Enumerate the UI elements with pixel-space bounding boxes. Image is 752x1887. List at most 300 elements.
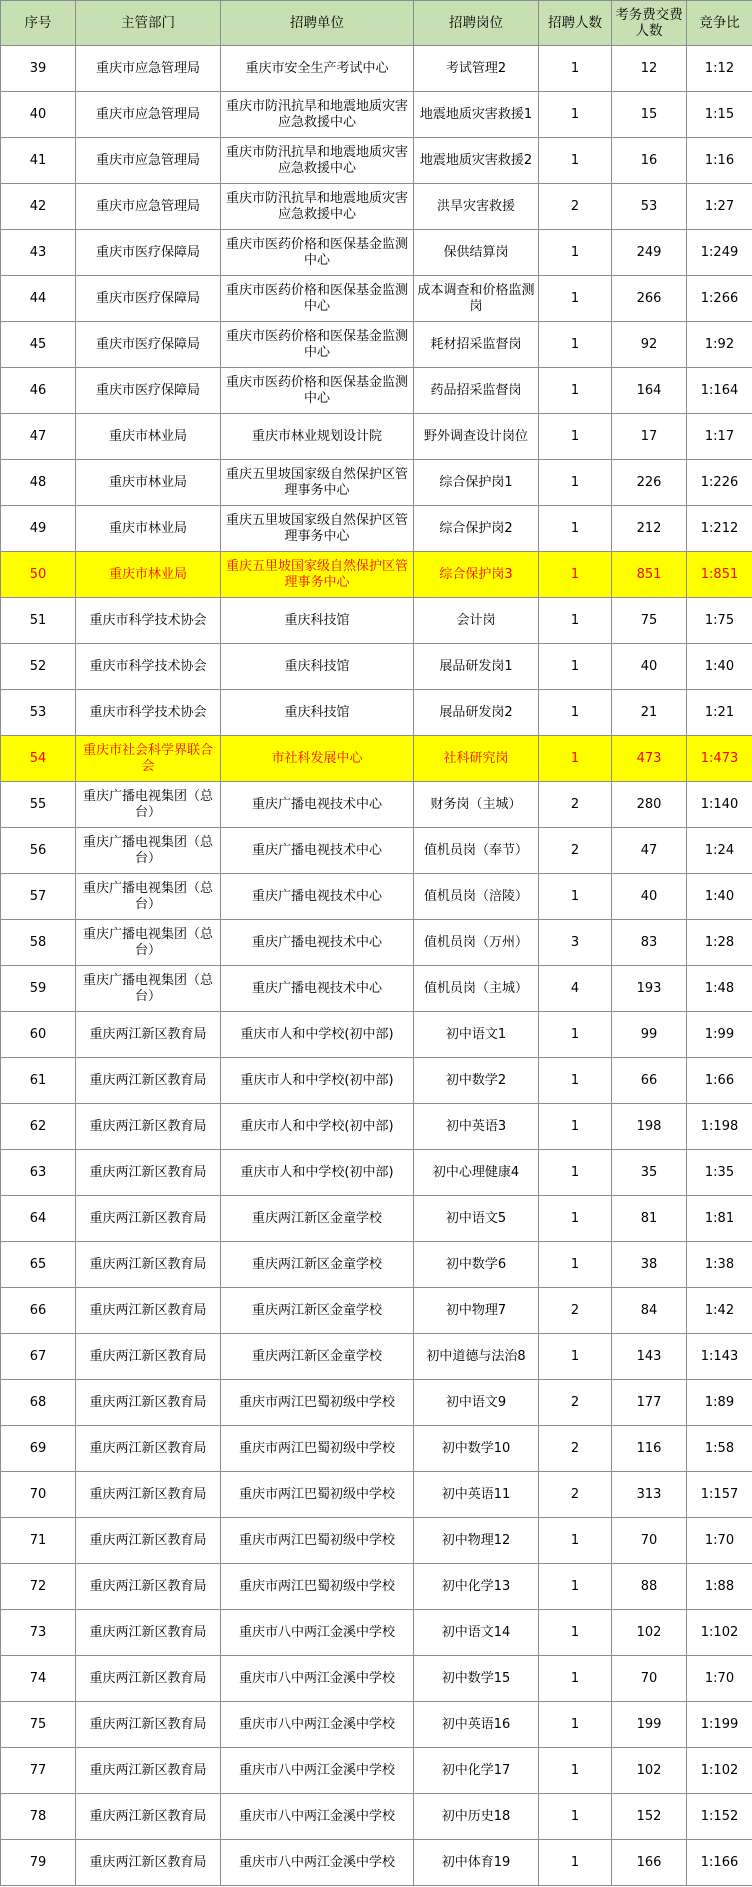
table-row xyxy=(1,1656,752,1702)
cell-post: 考试管理2 xyxy=(414,46,539,92)
cell-hire: 1 xyxy=(539,1564,612,1610)
cell-post: 展品研发岗1 xyxy=(414,644,539,690)
table-row xyxy=(1,966,752,1012)
table-row xyxy=(1,1794,752,1840)
cell-ratio: 1:99 xyxy=(687,1012,752,1058)
cell-post: 初中物理12 xyxy=(414,1518,539,1564)
cell-ratio: 1:152 xyxy=(687,1794,752,1840)
cell-paid: 102 xyxy=(612,1748,687,1794)
header-ratio: 竞争比 xyxy=(687,1,752,46)
cell-dept: 重庆两江新区教育局 xyxy=(76,1150,221,1196)
table-row xyxy=(1,322,752,368)
table-row xyxy=(1,644,752,690)
cell-post: 野外调查设计岗位 xyxy=(414,414,539,460)
cell-dept: 重庆两江新区教育局 xyxy=(76,1472,221,1518)
cell-ratio: 1:70 xyxy=(687,1656,752,1702)
cell-dept: 重庆市社会科学界联合会 xyxy=(76,736,221,782)
cell-seq: 43 xyxy=(1,230,76,276)
cell-hire: 1 xyxy=(539,138,612,184)
cell-ratio: 1:66 xyxy=(687,1058,752,1104)
cell-hire: 1 xyxy=(539,322,612,368)
cell-hire: 1 xyxy=(539,1104,612,1150)
cell-seq: 54 xyxy=(1,736,76,782)
cell-seq: 45 xyxy=(1,322,76,368)
cell-unit: 重庆两江新区金童学校 xyxy=(221,1242,414,1288)
cell-unit: 重庆市医药价格和医保基金监测中心 xyxy=(221,368,414,414)
cell-paid: 12 xyxy=(612,46,687,92)
cell-unit: 重庆市防汛抗旱和地震地质灾害应急救援中心 xyxy=(221,92,414,138)
cell-dept: 重庆市林业局 xyxy=(76,414,221,460)
table-row xyxy=(1,92,752,138)
cell-unit: 重庆科技馆 xyxy=(221,644,414,690)
cell-dept: 重庆两江新区教育局 xyxy=(76,1748,221,1794)
cell-unit: 重庆五里坡国家级自然保护区管理事务中心 xyxy=(221,506,414,552)
cell-unit: 市社科发展中心 xyxy=(221,736,414,782)
cell-seq: 49 xyxy=(1,506,76,552)
cell-seq: 61 xyxy=(1,1058,76,1104)
cell-hire: 1 xyxy=(539,506,612,552)
table-row xyxy=(1,276,752,322)
cell-seq: 44 xyxy=(1,276,76,322)
cell-post: 综合保护岗2 xyxy=(414,506,539,552)
header-paid: 考务费交费人数 xyxy=(612,1,687,46)
cell-paid: 38 xyxy=(612,1242,687,1288)
cell-post: 成本调查和价格监测岗 xyxy=(414,276,539,322)
cell-paid: 199 xyxy=(612,1702,687,1748)
cell-hire: 2 xyxy=(539,1380,612,1426)
table-row xyxy=(1,920,752,966)
cell-post: 初中数学15 xyxy=(414,1656,539,1702)
cell-unit: 重庆科技馆 xyxy=(221,690,414,736)
cell-hire: 1 xyxy=(539,1196,612,1242)
table-row xyxy=(1,782,752,828)
table-row xyxy=(1,414,752,460)
cell-post: 会计岗 xyxy=(414,598,539,644)
cell-dept: 重庆市科学技术协会 xyxy=(76,644,221,690)
cell-paid: 15 xyxy=(612,92,687,138)
cell-seq: 59 xyxy=(1,966,76,1012)
cell-post: 值机员岗（主城） xyxy=(414,966,539,1012)
cell-paid: 851 xyxy=(612,552,687,598)
cell-unit: 重庆市人和中学校(初中部) xyxy=(221,1012,414,1058)
cell-post: 初中英语11 xyxy=(414,1472,539,1518)
cell-ratio: 1:28 xyxy=(687,920,752,966)
table-row xyxy=(1,1288,752,1334)
cell-post: 值机员岗（涪陵） xyxy=(414,874,539,920)
cell-hire: 2 xyxy=(539,1426,612,1472)
cell-post: 展品研发岗2 xyxy=(414,690,539,736)
cell-unit: 重庆市安全生产考试中心 xyxy=(221,46,414,92)
cell-seq: 65 xyxy=(1,1242,76,1288)
table-row xyxy=(1,1058,752,1104)
cell-paid: 266 xyxy=(612,276,687,322)
cell-hire: 1 xyxy=(539,1242,612,1288)
table-row xyxy=(1,1610,752,1656)
cell-seq: 77 xyxy=(1,1748,76,1794)
cell-paid: 40 xyxy=(612,644,687,690)
table-row-highlighted xyxy=(1,552,752,598)
cell-paid: 53 xyxy=(612,184,687,230)
table-row xyxy=(1,1426,752,1472)
cell-dept: 重庆市科学技术协会 xyxy=(76,598,221,644)
cell-dept: 重庆两江新区教育局 xyxy=(76,1104,221,1150)
table-row-highlighted xyxy=(1,736,752,782)
cell-dept: 重庆市林业局 xyxy=(76,506,221,552)
cell-seq: 60 xyxy=(1,1012,76,1058)
cell-dept: 重庆市林业局 xyxy=(76,552,221,598)
cell-post: 保供结算岗 xyxy=(414,230,539,276)
cell-paid: 88 xyxy=(612,1564,687,1610)
cell-post: 初中化学17 xyxy=(414,1748,539,1794)
cell-unit: 重庆两江新区金童学校 xyxy=(221,1334,414,1380)
cell-dept: 重庆市林业局 xyxy=(76,460,221,506)
cell-unit: 重庆五里坡国家级自然保护区管理事务中心 xyxy=(221,460,414,506)
cell-paid: 70 xyxy=(612,1656,687,1702)
cell-ratio: 1:88 xyxy=(687,1564,752,1610)
cell-hire: 2 xyxy=(539,782,612,828)
cell-unit: 重庆市八中两江金溪中学校 xyxy=(221,1610,414,1656)
cell-ratio: 1:15 xyxy=(687,92,752,138)
cell-dept: 重庆两江新区教育局 xyxy=(76,1794,221,1840)
cell-dept: 重庆两江新区教育局 xyxy=(76,1564,221,1610)
cell-post: 初中英语16 xyxy=(414,1702,539,1748)
table-row xyxy=(1,1840,752,1886)
cell-post: 初中语文9 xyxy=(414,1380,539,1426)
cell-hire: 1 xyxy=(539,1518,612,1564)
cell-seq: 58 xyxy=(1,920,76,966)
cell-ratio: 1:27 xyxy=(687,184,752,230)
table-row xyxy=(1,1380,752,1426)
cell-unit: 重庆市两江巴蜀初级中学校 xyxy=(221,1472,414,1518)
cell-paid: 212 xyxy=(612,506,687,552)
cell-seq: 56 xyxy=(1,828,76,874)
cell-paid: 75 xyxy=(612,598,687,644)
cell-hire: 1 xyxy=(539,690,612,736)
cell-seq: 40 xyxy=(1,92,76,138)
cell-unit: 重庆市八中两江金溪中学校 xyxy=(221,1794,414,1840)
cell-hire: 1 xyxy=(539,1058,612,1104)
cell-dept: 重庆两江新区教育局 xyxy=(76,1058,221,1104)
cell-dept: 重庆两江新区教育局 xyxy=(76,1702,221,1748)
cell-hire: 1 xyxy=(539,92,612,138)
cell-ratio: 1:198 xyxy=(687,1104,752,1150)
cell-seq: 63 xyxy=(1,1150,76,1196)
cell-unit: 重庆市防汛抗旱和地震地质灾害应急救援中心 xyxy=(221,184,414,230)
cell-post: 地震地质灾害救援1 xyxy=(414,92,539,138)
cell-paid: 84 xyxy=(612,1288,687,1334)
cell-dept: 重庆两江新区教育局 xyxy=(76,1610,221,1656)
cell-post: 社科研究岗 xyxy=(414,736,539,782)
cell-unit: 重庆市两江巴蜀初级中学校 xyxy=(221,1564,414,1610)
cell-post: 综合保护岗1 xyxy=(414,460,539,506)
cell-hire: 2 xyxy=(539,1288,612,1334)
cell-dept: 重庆两江新区教育局 xyxy=(76,1518,221,1564)
cell-ratio: 1:157 xyxy=(687,1472,752,1518)
cell-post: 初中英语3 xyxy=(414,1104,539,1150)
header-seq: 序号 xyxy=(1,1,76,46)
cell-paid: 92 xyxy=(612,322,687,368)
cell-seq: 73 xyxy=(1,1610,76,1656)
cell-unit: 重庆市八中两江金溪中学校 xyxy=(221,1702,414,1748)
cell-hire: 1 xyxy=(539,552,612,598)
cell-hire: 1 xyxy=(539,1702,612,1748)
cell-seq: 71 xyxy=(1,1518,76,1564)
table-row xyxy=(1,46,752,92)
cell-hire: 1 xyxy=(539,460,612,506)
cell-ratio: 1:102 xyxy=(687,1748,752,1794)
table-row xyxy=(1,1104,752,1150)
cell-dept: 重庆市应急管理局 xyxy=(76,92,221,138)
cell-dept: 重庆市应急管理局 xyxy=(76,138,221,184)
cell-ratio: 1:40 xyxy=(687,644,752,690)
cell-unit: 重庆五里坡国家级自然保护区管理事务中心 xyxy=(221,552,414,598)
cell-paid: 164 xyxy=(612,368,687,414)
cell-ratio: 1:89 xyxy=(687,1380,752,1426)
cell-paid: 17 xyxy=(612,414,687,460)
cell-ratio: 1:249 xyxy=(687,230,752,276)
cell-seq: 75 xyxy=(1,1702,76,1748)
cell-seq: 70 xyxy=(1,1472,76,1518)
table-row xyxy=(1,368,752,414)
table-row xyxy=(1,138,752,184)
cell-ratio: 1:164 xyxy=(687,368,752,414)
cell-dept: 重庆市医疗保障局 xyxy=(76,368,221,414)
cell-hire: 1 xyxy=(539,1150,612,1196)
table-row xyxy=(1,1564,752,1610)
cell-seq: 51 xyxy=(1,598,76,644)
cell-ratio: 1:42 xyxy=(687,1288,752,1334)
cell-hire: 1 xyxy=(539,1748,612,1794)
cell-ratio: 1:16 xyxy=(687,138,752,184)
cell-post: 耗材招采监督岗 xyxy=(414,322,539,368)
cell-paid: 47 xyxy=(612,828,687,874)
cell-unit: 重庆市人和中学校(初中部) xyxy=(221,1104,414,1150)
cell-paid: 226 xyxy=(612,460,687,506)
cell-seq: 72 xyxy=(1,1564,76,1610)
cell-unit: 重庆广播电视技术中心 xyxy=(221,966,414,1012)
cell-post: 初中体育19 xyxy=(414,1840,539,1886)
cell-paid: 99 xyxy=(612,1012,687,1058)
cell-post: 初中数学6 xyxy=(414,1242,539,1288)
cell-dept: 重庆两江新区教育局 xyxy=(76,1196,221,1242)
cell-paid: 249 xyxy=(612,230,687,276)
cell-hire: 1 xyxy=(539,1840,612,1886)
table-header xyxy=(1,1,752,46)
cell-ratio: 1:40 xyxy=(687,874,752,920)
cell-paid: 83 xyxy=(612,920,687,966)
cell-unit: 重庆科技馆 xyxy=(221,598,414,644)
cell-dept: 重庆两江新区教育局 xyxy=(76,1840,221,1886)
cell-seq: 55 xyxy=(1,782,76,828)
cell-post: 初中数学10 xyxy=(414,1426,539,1472)
cell-hire: 2 xyxy=(539,828,612,874)
cell-seq: 66 xyxy=(1,1288,76,1334)
cell-unit: 重庆市医药价格和医保基金监测中心 xyxy=(221,230,414,276)
cell-ratio: 1:199 xyxy=(687,1702,752,1748)
cell-hire: 1 xyxy=(539,644,612,690)
table-row xyxy=(1,874,752,920)
cell-paid: 152 xyxy=(612,1794,687,1840)
table-row xyxy=(1,460,752,506)
cell-post: 值机员岗（万州） xyxy=(414,920,539,966)
cell-post: 初中历史18 xyxy=(414,1794,539,1840)
cell-unit: 重庆市医药价格和医保基金监测中心 xyxy=(221,276,414,322)
cell-seq: 67 xyxy=(1,1334,76,1380)
cell-hire: 1 xyxy=(539,230,612,276)
cell-hire: 1 xyxy=(539,1794,612,1840)
table-row xyxy=(1,184,752,230)
cell-ratio: 1:140 xyxy=(687,782,752,828)
cell-ratio: 1:226 xyxy=(687,460,752,506)
cell-post: 初中物理7 xyxy=(414,1288,539,1334)
cell-seq: 69 xyxy=(1,1426,76,1472)
cell-dept: 重庆广播电视集团（总台） xyxy=(76,920,221,966)
cell-unit: 重庆市八中两江金溪中学校 xyxy=(221,1840,414,1886)
cell-hire: 2 xyxy=(539,1472,612,1518)
cell-paid: 116 xyxy=(612,1426,687,1472)
cell-unit: 重庆市两江巴蜀初级中学校 xyxy=(221,1426,414,1472)
cell-paid: 40 xyxy=(612,874,687,920)
cell-hire: 1 xyxy=(539,1610,612,1656)
cell-seq: 57 xyxy=(1,874,76,920)
cell-hire: 1 xyxy=(539,414,612,460)
table-row xyxy=(1,828,752,874)
table-row xyxy=(1,1012,752,1058)
cell-post: 值机员岗（奉节） xyxy=(414,828,539,874)
cell-post: 初中语文5 xyxy=(414,1196,539,1242)
cell-paid: 280 xyxy=(612,782,687,828)
cell-ratio: 1:143 xyxy=(687,1334,752,1380)
cell-dept: 重庆两江新区教育局 xyxy=(76,1656,221,1702)
cell-ratio: 1:48 xyxy=(687,966,752,1012)
header-post: 招聘岗位 xyxy=(414,1,539,46)
cell-seq: 68 xyxy=(1,1380,76,1426)
table-row xyxy=(1,1196,752,1242)
cell-post: 初中数学2 xyxy=(414,1058,539,1104)
table-row xyxy=(1,1334,752,1380)
cell-post: 初中心理健康4 xyxy=(414,1150,539,1196)
cell-paid: 21 xyxy=(612,690,687,736)
cell-ratio: 1:102 xyxy=(687,1610,752,1656)
cell-post: 财务岗（主城） xyxy=(414,782,539,828)
table-row xyxy=(1,1242,752,1288)
header-unit: 招聘单位 xyxy=(221,1,414,46)
cell-post: 综合保护岗3 xyxy=(414,552,539,598)
table-row xyxy=(1,230,752,276)
cell-seq: 50 xyxy=(1,552,76,598)
table-row xyxy=(1,598,752,644)
cell-paid: 166 xyxy=(612,1840,687,1886)
cell-unit: 重庆市八中两江金溪中学校 xyxy=(221,1656,414,1702)
cell-post: 初中语文14 xyxy=(414,1610,539,1656)
cell-dept: 重庆两江新区教育局 xyxy=(76,1012,221,1058)
cell-dept: 重庆市科学技术协会 xyxy=(76,690,221,736)
cell-ratio: 1:212 xyxy=(687,506,752,552)
header-hire: 招聘人数 xyxy=(539,1,612,46)
cell-dept: 重庆市医疗保障局 xyxy=(76,230,221,276)
cell-hire: 1 xyxy=(539,1334,612,1380)
cell-post: 初中语文1 xyxy=(414,1012,539,1058)
cell-post: 初中化学13 xyxy=(414,1564,539,1610)
cell-hire: 1 xyxy=(539,46,612,92)
cell-seq: 64 xyxy=(1,1196,76,1242)
cell-dept: 重庆市医疗保障局 xyxy=(76,322,221,368)
cell-post: 初中道德与法治8 xyxy=(414,1334,539,1380)
cell-hire: 1 xyxy=(539,736,612,782)
cell-hire: 1 xyxy=(539,368,612,414)
cell-hire: 1 xyxy=(539,598,612,644)
cell-dept: 重庆广播电视集团（总台） xyxy=(76,966,221,1012)
cell-ratio: 1:266 xyxy=(687,276,752,322)
cell-dept: 重庆广播电视集团（总台） xyxy=(76,874,221,920)
cell-unit: 重庆市八中两江金溪中学校 xyxy=(221,1748,414,1794)
cell-hire: 2 xyxy=(539,184,612,230)
cell-ratio: 1:21 xyxy=(687,690,752,736)
cell-paid: 198 xyxy=(612,1104,687,1150)
cell-post: 药品招采监督岗 xyxy=(414,368,539,414)
cell-ratio: 1:58 xyxy=(687,1426,752,1472)
cell-seq: 62 xyxy=(1,1104,76,1150)
cell-dept: 重庆两江新区教育局 xyxy=(76,1334,221,1380)
cell-ratio: 1:17 xyxy=(687,414,752,460)
cell-dept: 重庆市医疗保障局 xyxy=(76,276,221,322)
table-row xyxy=(1,1518,752,1564)
cell-unit: 重庆市人和中学校(初中部) xyxy=(221,1150,414,1196)
cell-dept: 重庆市应急管理局 xyxy=(76,184,221,230)
cell-post: 洪旱灾害救援 xyxy=(414,184,539,230)
cell-ratio: 1:81 xyxy=(687,1196,752,1242)
cell-unit: 重庆广播电视技术中心 xyxy=(221,828,414,874)
header-row xyxy=(1,1,752,46)
cell-paid: 177 xyxy=(612,1380,687,1426)
cell-paid: 66 xyxy=(612,1058,687,1104)
cell-ratio: 1:24 xyxy=(687,828,752,874)
table-row xyxy=(1,1748,752,1794)
cell-seq: 41 xyxy=(1,138,76,184)
cell-dept: 重庆广播电视集团（总台） xyxy=(76,828,221,874)
cell-seq: 48 xyxy=(1,460,76,506)
cell-unit: 重庆市医药价格和医保基金监测中心 xyxy=(221,322,414,368)
cell-dept: 重庆两江新区教育局 xyxy=(76,1288,221,1334)
cell-paid: 70 xyxy=(612,1518,687,1564)
cell-paid: 143 xyxy=(612,1334,687,1380)
cell-post: 地震地质灾害救援2 xyxy=(414,138,539,184)
cell-unit: 重庆市两江巴蜀初级中学校 xyxy=(221,1518,414,1564)
cell-unit: 重庆市林业规划设计院 xyxy=(221,414,414,460)
cell-unit: 重庆广播电视技术中心 xyxy=(221,920,414,966)
cell-unit: 重庆两江新区金童学校 xyxy=(221,1288,414,1334)
cell-dept: 重庆两江新区教育局 xyxy=(76,1380,221,1426)
cell-unit: 重庆广播电视技术中心 xyxy=(221,874,414,920)
cell-seq: 46 xyxy=(1,368,76,414)
cell-hire: 1 xyxy=(539,1012,612,1058)
cell-seq: 42 xyxy=(1,184,76,230)
cell-ratio: 1:38 xyxy=(687,1242,752,1288)
cell-hire: 1 xyxy=(539,1656,612,1702)
cell-unit: 重庆市两江巴蜀初级中学校 xyxy=(221,1380,414,1426)
cell-ratio: 1:166 xyxy=(687,1840,752,1886)
cell-unit: 重庆市人和中学校(初中部) xyxy=(221,1058,414,1104)
cell-ratio: 1:851 xyxy=(687,552,752,598)
cell-seq: 74 xyxy=(1,1656,76,1702)
cell-seq: 79 xyxy=(1,1840,76,1886)
cell-paid: 473 xyxy=(612,736,687,782)
cell-unit: 重庆两江新区金童学校 xyxy=(221,1196,414,1242)
header-dept: 主管部门 xyxy=(76,1,221,46)
cell-hire: 1 xyxy=(539,874,612,920)
table-row xyxy=(1,506,752,552)
cell-ratio: 1:473 xyxy=(687,736,752,782)
